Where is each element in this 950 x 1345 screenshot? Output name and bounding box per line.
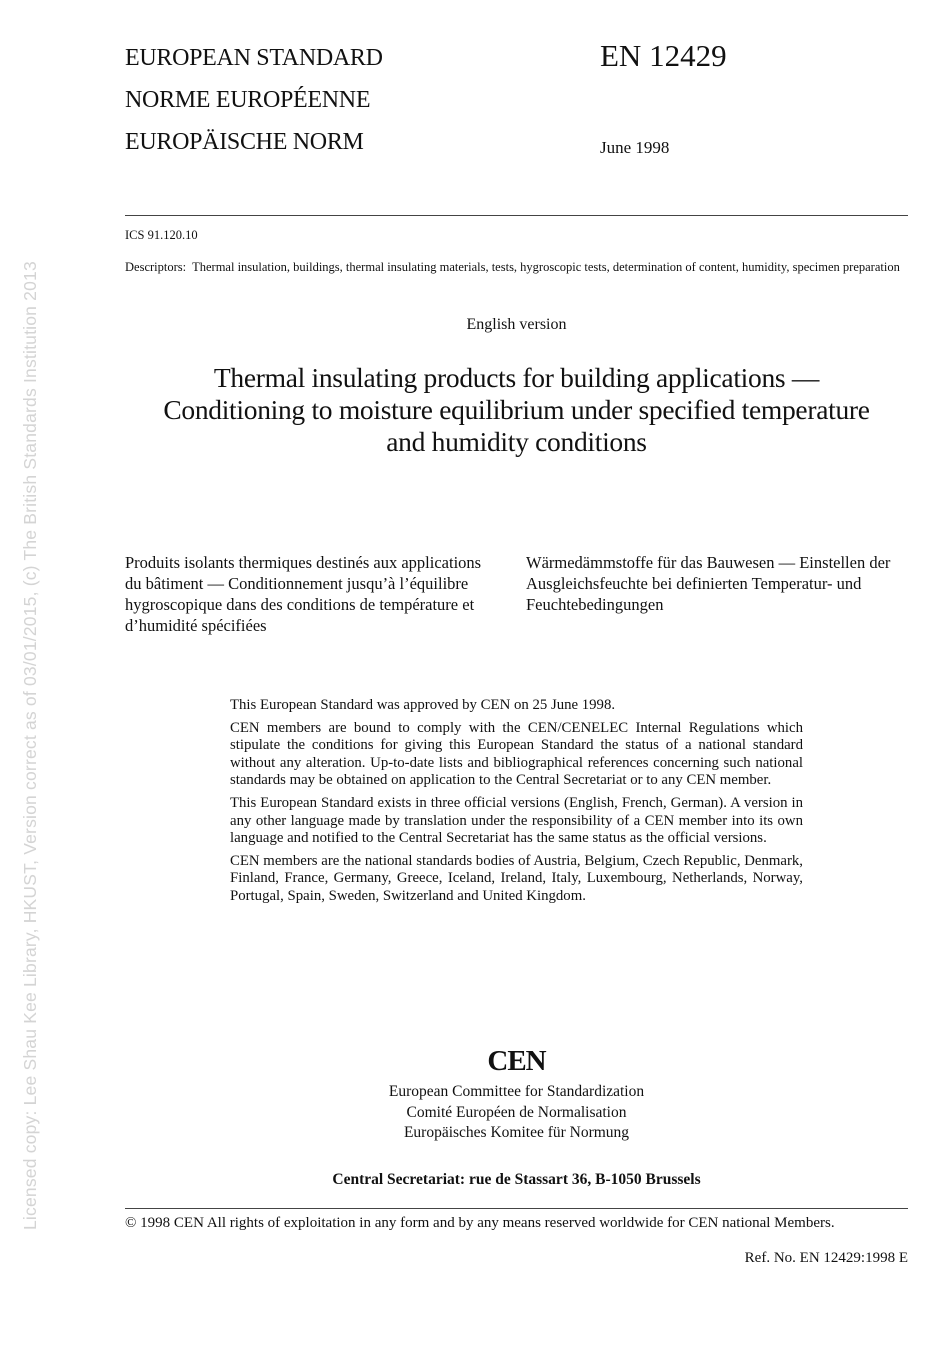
- approval-notes: [230, 697, 803, 911]
- cen-logo: CEN: [487, 1045, 546, 1077]
- title-german: Wärmedämmstoffe für das Bauwesen — Einstellen der Ausgleichsfeuchte bei definierten Temperatur- und Feuchtebedingungen: [526, 553, 891, 614]
- footer-divider: [125, 1208, 908, 1209]
- copyright-notice: © 1998 CEN All rights of exploitation in any form and by any means reserved worldwide for CEN national Members.: [125, 1215, 835, 1231]
- body-paragraph: This European Standard was approved by CEN on 25 June 1998.: [230, 697, 616, 713]
- title-french: Produits isolants thermiques destinés aux applications du bâtiment — Conditionnement jusqu’à l’équilibre hygroscopique dans des conditions de température et d’humidité spécifiées: [125, 553, 482, 635]
- descriptors-text: Thermal insulation, buildings, thermal insulating materials, tests, hygroscopic tests, determination of content, humidity, specimen preparation: [192, 260, 900, 274]
- standard-number: EN 12429: [600, 38, 727, 73]
- descriptors-label: Descriptors:: [125, 260, 187, 274]
- cen-names: [125, 1082, 908, 1144]
- cen-name-fr: Comité Européen de Normalisation: [406, 1103, 627, 1121]
- cen-name-de: Europäisches Komitee für Normung: [403, 1124, 630, 1141]
- standard-title-de: EUROPÄISCHE NORM: [125, 129, 364, 155]
- body-paragraph: This European Standard exists in three official versions (English, French, German). A version in any other language made by translation under the responsibility of a CEN member into its own language and notified to the Central Secretariat has the same status as the official versions.: [230, 794, 803, 847]
- descriptors: [125, 260, 908, 275]
- standard-title-en: EUROPEAN STANDARD: [125, 45, 383, 71]
- cen-name-en: European Committee for Standardization: [388, 1083, 645, 1100]
- ics-code: ICS 91.120.10: [125, 228, 198, 242]
- header-divider: [125, 215, 908, 216]
- title-line: and humidity conditions: [386, 426, 647, 457]
- document-title: [118, 362, 915, 458]
- title-line: Conditioning to moisture equilibrium under specified temperature: [163, 394, 870, 425]
- central-secretariat: Central Secretariat: rue de Stassart 36, B-1050 Brussels: [332, 1171, 701, 1188]
- title-line: Thermal insulating products for building applications —: [213, 362, 820, 393]
- publication-date: June 1998: [600, 138, 670, 157]
- body-paragraph: CEN members are the national standards bodies of Austria, Belgium, Czech Republic, Denmark, Finland, France, Germany, Greece, Iceland, Ireland, Italy, Luxembourg, Netherlands, Norway, Portugal, Spain, Sweden, Switzerland and United Kingdom.: [230, 852, 803, 904]
- language-version: English version: [466, 316, 567, 333]
- body-paragraph: CEN members are bound to comply with the CEN/CENELEC Internal Regulations which stipulate the conditions for giving this European Standard the status of a national standard without any alteration. Up-to-date lists and bibliographical references concerning such national standards may be obtained on application to the Central Secretariat or to any CEN member.: [230, 719, 803, 789]
- watermark-text: Licensed copy: Lee Shau Kee Library, HKUST, Version correct as of 03/01/2015, (c) The British Standards Institution 2013: [20, 261, 40, 1230]
- reference-number: Ref. No. EN 12429:1998 E: [744, 1250, 908, 1266]
- standard-title-fr: NORME EUROPÉENNE: [125, 87, 371, 113]
